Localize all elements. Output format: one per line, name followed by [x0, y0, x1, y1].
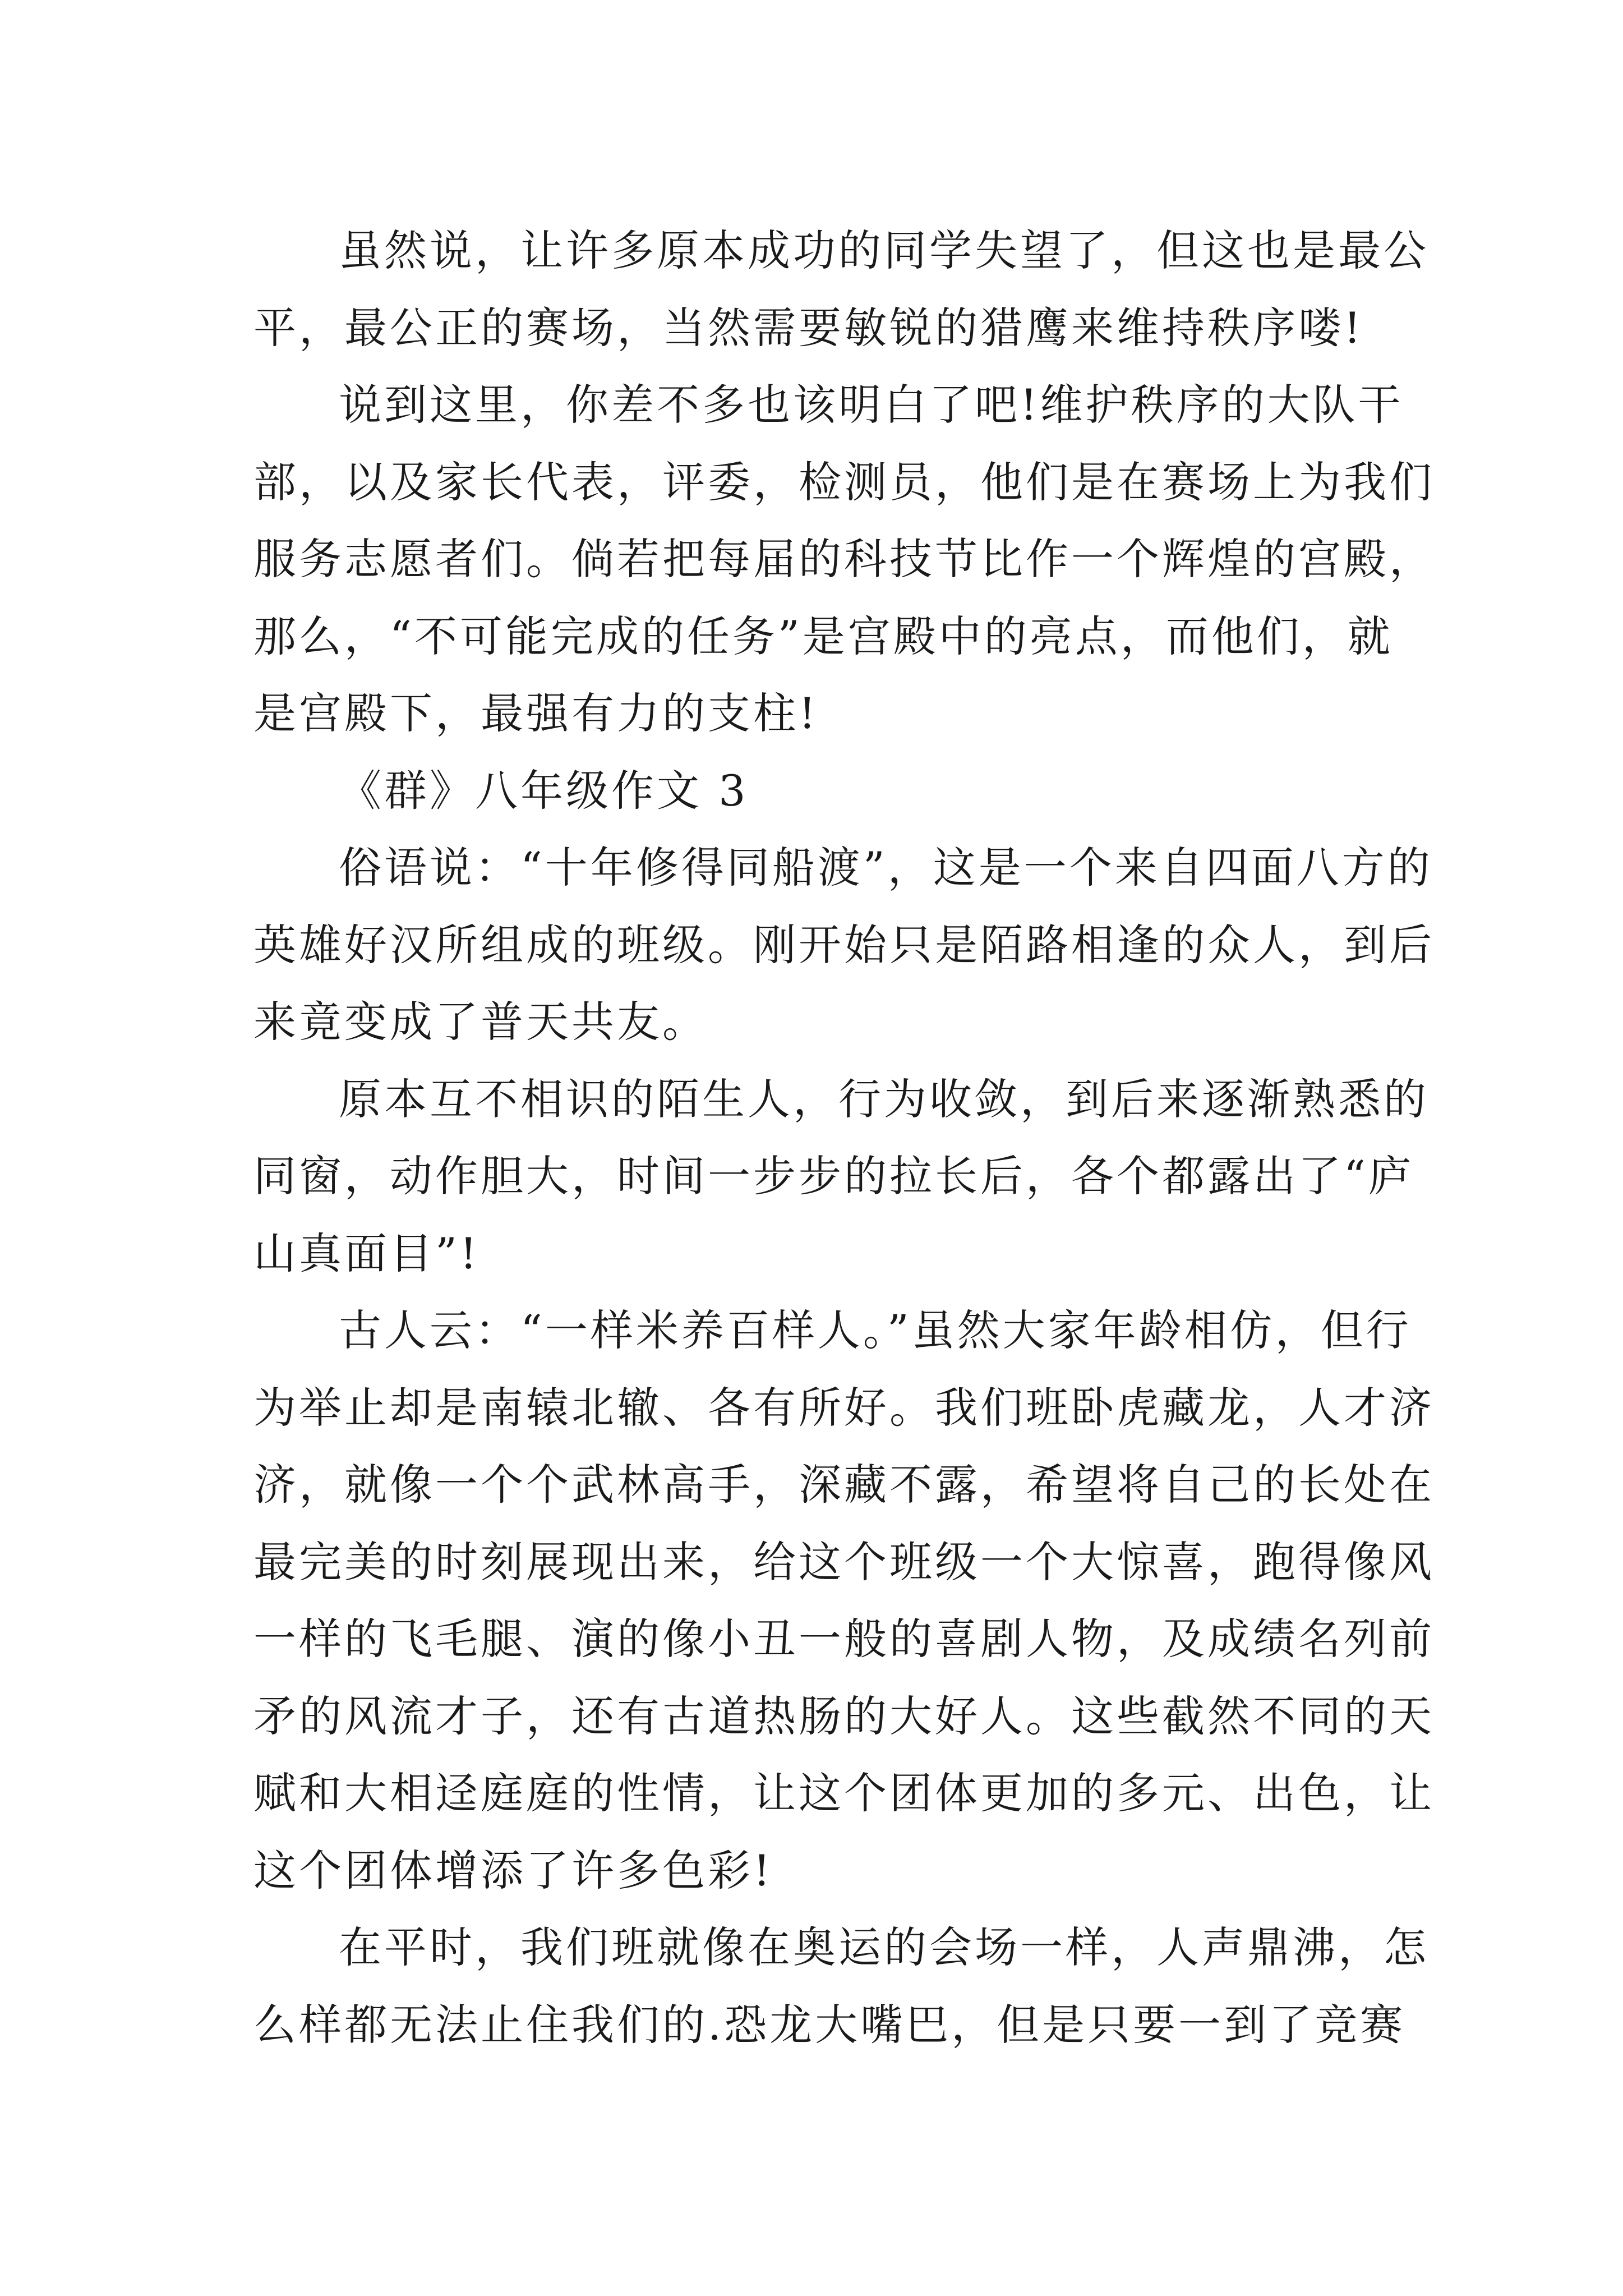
text-line: 说到这里，你差不多也该明白了吧!维护秩序的大队干	[339, 380, 1404, 430]
text-line: 矛的风流才子，还有古道热肠的大好人。这些截然不同的天	[253, 1691, 1435, 1741]
text-line: 英雄好汉所组成的班级。刚开始只是陌路相逢的众人，到后	[253, 919, 1435, 970]
section-title: 《群》八年级作文 3	[339, 765, 749, 816]
text-line: 么样都无法止住我们的.恐龙大嘴巴，但是只要一到了竞赛	[253, 1999, 1406, 2050]
text-line: 那么，“不可能完成的任务”是宫殿中的亮点，而他们，就	[253, 611, 1393, 661]
text-line: 古人云：“一样米养百样人。”虽然大家年龄相仿，但行	[339, 1305, 1412, 1355]
text-line: 同窗，动作胆大，时间一步步的拉长后，各个都露出了“庐	[253, 1151, 1414, 1201]
text-line: 部，以及家长代表，评委，检测员，他们是在赛场上为我们	[253, 457, 1435, 507]
text-line: 一样的飞毛腿、演的像小丑一般的喜剧人物，及成绩名列前	[253, 1614, 1435, 1664]
text-line: 在平时，我们班就像在奥运的会场一样，人声鼎沸，怎	[339, 1922, 1429, 1972]
text-line: 平，最公正的赛场，当然需要敏锐的猎鹰来维持秩序喽!	[253, 302, 1364, 353]
text-line: 原本互不相识的陌生人，行为收敛，到后来逐渐熟悉的	[339, 1074, 1429, 1124]
text-line: 虽然说，让许多原本成功的同学失望了，但这也是最公	[339, 226, 1429, 275]
text-line: 为举止却是南辕北辙、各有所好。我们班卧虎藏龙，人才济	[253, 1382, 1435, 1433]
text-line: 济，就像一个个武林高手，深藏不露，希望将自己的长处在	[253, 1460, 1435, 1510]
text-line: 来竟变成了普天共友。	[253, 997, 708, 1047]
text-line: 这个团体增添了许多色彩!	[253, 1845, 773, 1895]
text-line: 山真面目”!	[253, 1228, 480, 1278]
essay-body	[253, 212, 1435, 2063]
text-line: 最完美的时刻展现出来，给这个班级一个大惊喜，跑得像风	[253, 1536, 1435, 1587]
text-line: 俗语说：“十年修得同船渡”，这是一个来自四面八方的	[339, 843, 1433, 892]
text-line: 赋和大相迳庭庭的性情，让这个团体更加的多元、出色，让	[253, 1768, 1435, 1818]
text-line: 服务志愿者们。倘若把每届的科技节比作一个辉煌的宫殿，	[253, 534, 1435, 584]
text-line: 是宫殿下，最强有力的支柱!	[253, 688, 819, 738]
